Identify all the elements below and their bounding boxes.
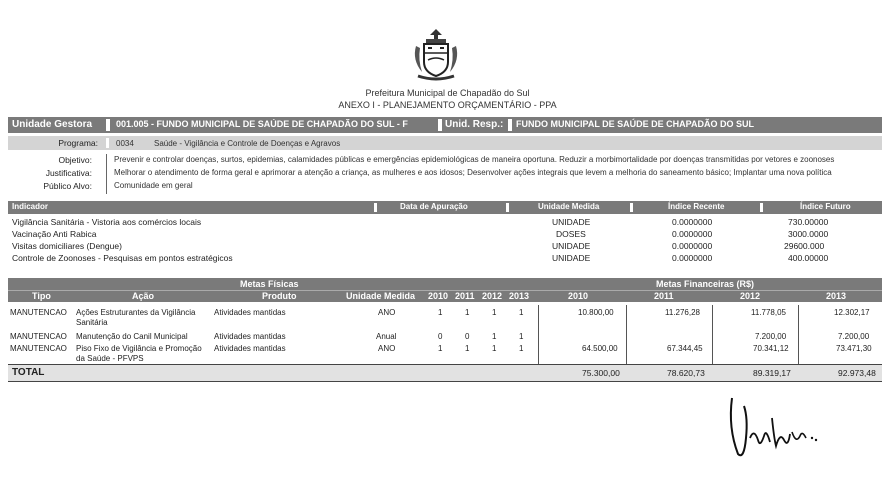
meta-q2010: 1 bbox=[438, 344, 443, 353]
metas-header-bar bbox=[8, 278, 882, 302]
meta-q2013: 1 bbox=[519, 308, 524, 317]
meta-v2013: 12.302,17 bbox=[834, 308, 870, 317]
indicator-name: Visitas domiciliares (Dengue) bbox=[12, 241, 122, 251]
indicator-future: 29600.000 bbox=[784, 241, 825, 251]
total-v2012: 89.319,17 bbox=[753, 368, 791, 378]
unidade-gestora-bar bbox=[8, 117, 882, 133]
unid-resp-value: FUNDO MUNICIPAL DE SAÚDE DE CHAPADÃO DO SUL bbox=[516, 119, 755, 129]
meta-v2013: 7.200,00 bbox=[838, 332, 870, 341]
objetivo-value: Prevenir e controlar doenças, surtos, epidemias, calamidades públicas e emergências epidemiológicas de maneira oportuna. Reduzir a morbimortalidade por doenças transmitidas por vetores e zoonoses bbox=[114, 155, 835, 164]
signature-icon bbox=[724, 388, 824, 468]
col-q2011: 2011 bbox=[455, 291, 475, 301]
table-row bbox=[8, 344, 882, 366]
meta-tipo: MANUTENCAO bbox=[10, 332, 67, 341]
programa-label: Programa: bbox=[58, 138, 98, 148]
meta-q2011: 0 bbox=[465, 332, 470, 341]
indicator-recent: 0.0000000 bbox=[672, 229, 713, 239]
indicator-recent: 0.0000000 bbox=[672, 241, 713, 251]
meta-tipo: MANUTENCAO bbox=[10, 308, 67, 317]
indicator-row bbox=[8, 241, 882, 253]
indicator-row bbox=[8, 229, 882, 241]
table-row bbox=[8, 332, 882, 344]
indicator-future: 400.00000 bbox=[788, 253, 829, 263]
program-info bbox=[8, 154, 882, 194]
indicator-name: Vigilância Sanitária - Vistoria aos comércios locais bbox=[12, 217, 202, 227]
meta-v2010: 10.800,00 bbox=[578, 308, 614, 317]
unidade-gestora-value: 001.005 - FUNDO MUNICIPAL DE SAÚDE DE CHAPADÃO DO SUL - F bbox=[116, 119, 408, 129]
annex-title: ANEXO I - PLANEJAMENTO ORÇAMENTÁRIO - PPA bbox=[338, 100, 557, 110]
meta-q2011: 1 bbox=[465, 344, 470, 353]
total-row bbox=[8, 364, 882, 382]
table-row bbox=[8, 308, 882, 330]
meta-unidade: Anual bbox=[376, 332, 397, 341]
col-unidade-medida: Unidade Medida bbox=[538, 202, 600, 211]
metas-fisicas-title: Metas Físicas bbox=[240, 279, 299, 289]
col-indice-futuro: Índice Futuro bbox=[800, 202, 851, 211]
col-f2013: 2013 bbox=[826, 291, 847, 301]
col-acao: Ação bbox=[132, 291, 155, 301]
col-q2012: 2012 bbox=[482, 291, 503, 301]
meta-unidade: ANO bbox=[378, 344, 396, 353]
col-q2010: 2010 bbox=[428, 291, 449, 301]
justificativa-label: Justificativa: bbox=[45, 168, 92, 178]
indicator-recent: 0.0000000 bbox=[672, 217, 713, 227]
col-data-apuracao: Data de Apuração bbox=[400, 202, 468, 211]
indicator-future: 3000.0000 bbox=[788, 229, 829, 239]
col-unidade-medida-metas: Unidade Medida bbox=[346, 291, 416, 301]
meta-q2010: 0 bbox=[438, 332, 443, 341]
meta-acao: Manutenção do Canil Municipal bbox=[76, 332, 188, 341]
meta-v2011: 67.344,45 bbox=[667, 344, 703, 353]
meta-acao-cont: Sanitária bbox=[76, 318, 108, 327]
meta-produto: Atividades mantidas bbox=[214, 344, 286, 353]
col-f2011: 2011 bbox=[654, 291, 674, 301]
programa-bar bbox=[8, 136, 882, 150]
publico-alvo-label: Público Alvo: bbox=[43, 181, 92, 191]
programa-name: Saúde - Vigilância e Controle de Doenças e Agravos bbox=[154, 139, 341, 148]
meta-q2012: 1 bbox=[492, 332, 497, 341]
indicator-recent: 0.0000000 bbox=[672, 253, 713, 263]
meta-q2011: 1 bbox=[465, 308, 470, 317]
col-indice-recente: Índice Recente bbox=[668, 202, 725, 211]
meta-tipo: MANUTENCAO bbox=[10, 344, 67, 353]
col-f2010: 2010 bbox=[568, 291, 589, 301]
meta-acao-cont: da Saúde - PFVPS bbox=[76, 354, 144, 363]
meta-produto: Atividades mantidas bbox=[214, 308, 286, 317]
meta-v2012: 11.778,05 bbox=[751, 308, 786, 317]
indicator-name: Controle de Zoonoses - Pesquisas em pontos estratégicos bbox=[12, 253, 233, 263]
col-f2012: 2012 bbox=[740, 291, 761, 301]
metas-financeiras-title: Metas Financeiras (R$) bbox=[656, 279, 755, 289]
municipal-crest-icon bbox=[408, 26, 464, 82]
total-v2011: 78.620,73 bbox=[667, 368, 705, 378]
indicator-unit: DOSES bbox=[556, 229, 586, 239]
meta-q2013: 1 bbox=[519, 344, 524, 353]
meta-q2012: 1 bbox=[492, 344, 497, 353]
col-tipo: Tipo bbox=[32, 291, 51, 301]
indicator-unit: UNIDADE bbox=[552, 217, 591, 227]
indicator-name: Vacinação Anti Rabica bbox=[12, 229, 97, 239]
meta-v2012: 70.341,12 bbox=[753, 344, 789, 353]
total-v2010: 75.300,00 bbox=[582, 368, 620, 378]
unid-resp-label: Unid. Resp.: bbox=[445, 119, 504, 130]
indicator-unit: UNIDADE bbox=[552, 253, 591, 263]
meta-v2013: 73.471,30 bbox=[836, 344, 872, 353]
indicator-row bbox=[8, 253, 882, 265]
total-label: TOTAL bbox=[12, 367, 45, 378]
unidade-gestora-label: Unidade Gestora bbox=[12, 119, 93, 130]
meta-q2012: 1 bbox=[492, 308, 497, 317]
meta-acao: Piso Fixo de Vigilância e Promoção bbox=[76, 344, 202, 353]
col-indicador: Indicador bbox=[12, 202, 49, 211]
municipality-name: Prefeitura Municipal de Chapadão do Sul bbox=[365, 88, 530, 98]
meta-unidade: ANO bbox=[378, 308, 396, 317]
publico-alvo-value: Comunidade em geral bbox=[114, 181, 193, 190]
meta-acao: Ações Estruturantes da Vigilância bbox=[76, 308, 196, 317]
objetivo-label: Objetivo: bbox=[58, 155, 92, 165]
programa-code: 0034 bbox=[116, 139, 134, 148]
indicator-row bbox=[8, 217, 882, 229]
meta-v2012: 7.200,00 bbox=[755, 332, 787, 341]
total-v2013: 92.973,48 bbox=[838, 368, 876, 378]
indicator-unit: UNIDADE bbox=[552, 241, 591, 251]
indicator-header-bar bbox=[8, 201, 882, 214]
justificativa-value: Melhorar o atendimento de forma geral e aprimorar a atenção a criança, as mulheres e aos idosos; Desenvolver ações integrais que levem a melhoria do saneamento básico; Implantar uma nova política bbox=[114, 168, 832, 177]
col-produto: Produto bbox=[262, 291, 297, 301]
meta-v2010: 64.500,00 bbox=[582, 344, 618, 353]
indicator-future: 730.00000 bbox=[788, 217, 829, 227]
meta-v2011: 11.276,28 bbox=[665, 308, 700, 317]
meta-produto: Atividades mantidas bbox=[214, 332, 286, 341]
meta-q2013: 1 bbox=[519, 332, 524, 341]
col-q2013: 2013 bbox=[509, 291, 530, 301]
meta-q2010: 1 bbox=[438, 308, 443, 317]
